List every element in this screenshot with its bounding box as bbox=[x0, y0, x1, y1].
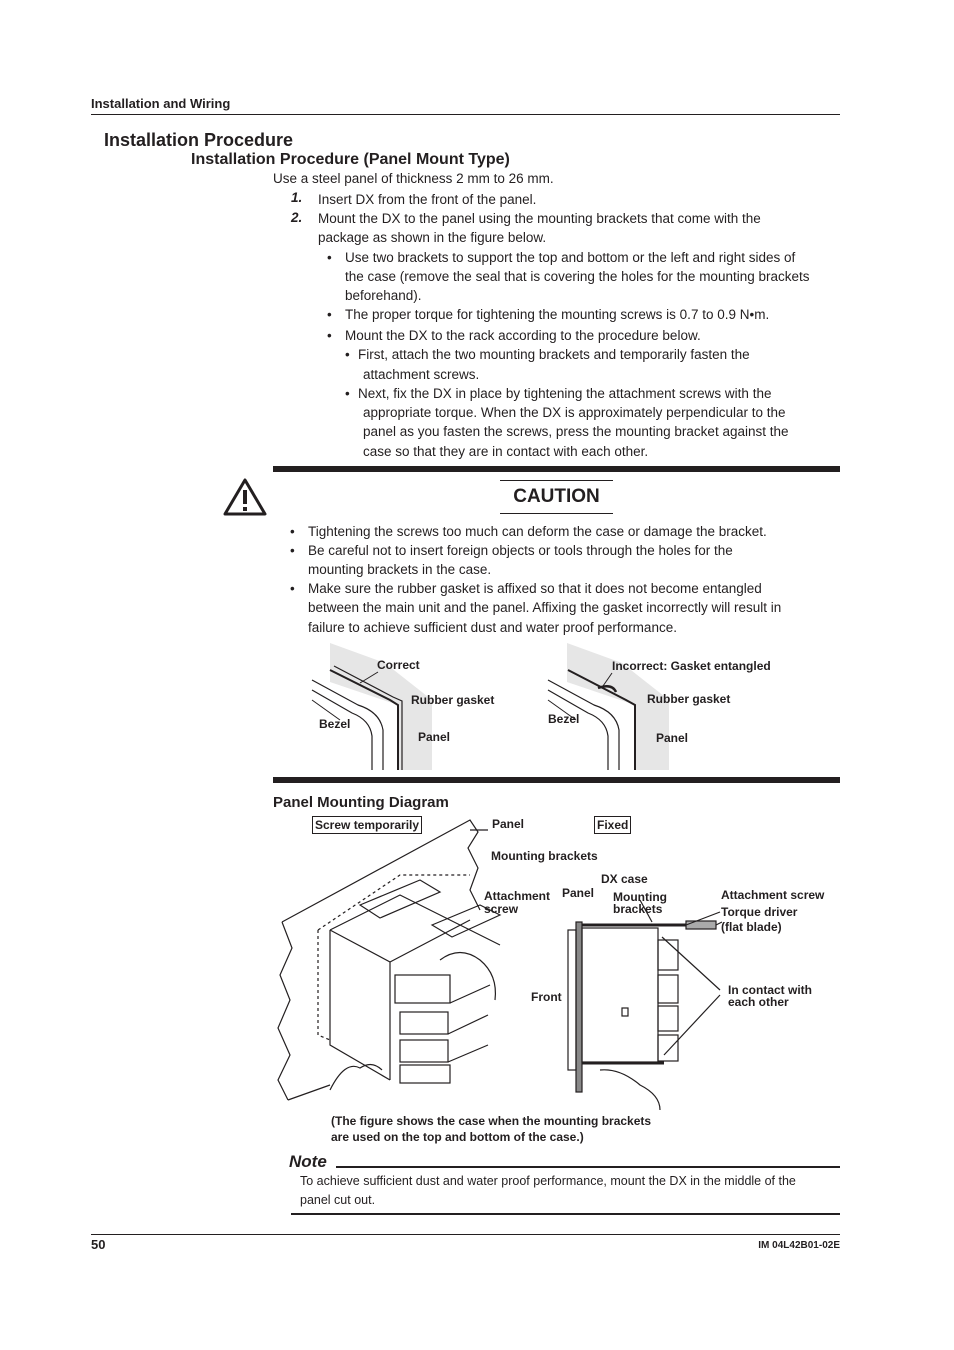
bullet-text: Use two brackets to support the top and bottom or the left and right sides of bbox=[345, 250, 796, 265]
sub-bullet-text: panel as you fasten the screws, press the mounting bracket against the bbox=[363, 424, 789, 439]
label-mounting: Mounting bbox=[613, 890, 667, 904]
section-subtitle: Installation Procedure (Panel Mount Type) bbox=[191, 151, 510, 168]
caution-text: failure to achieve sufficient dust and water proof performance. bbox=[308, 620, 677, 635]
diagram-caption: (The figure shows the case when the mounting brackets bbox=[331, 1114, 652, 1128]
document-id: IM 04L42B01-02E bbox=[758, 1240, 840, 1251]
note-top-rule bbox=[336, 1166, 840, 1168]
sub-bullet-text: First, attach the two mounting brackets and temporarily fasten the bbox=[358, 347, 750, 362]
label-mounting-brackets: Mounting brackets bbox=[491, 849, 598, 863]
label-attachment: Attachment bbox=[484, 889, 551, 903]
diagram-caption: are used on the top and bottom of the case.) bbox=[331, 1130, 584, 1144]
sub-bullet-text: Next, fix the DX in place by tightening the attachment screws with the bbox=[358, 386, 772, 401]
fig-label: Bezel bbox=[548, 712, 580, 726]
fig-label: Panel bbox=[418, 730, 451, 744]
label-each-other: each other bbox=[728, 995, 789, 1009]
caution-text: Tightening the screws too much can deform the case or damage the bracket. bbox=[308, 524, 767, 539]
label-panel-2: Panel bbox=[562, 886, 595, 900]
caution-text: between the main unit and the panel. Affixing the gasket incorrectly will result in bbox=[308, 600, 782, 615]
bullet-text: beforehand). bbox=[345, 288, 422, 303]
caution-bullet-mark: • bbox=[290, 524, 295, 539]
label-brackets: brackets bbox=[613, 902, 663, 916]
sub-bullet-text: case so that they are in contact with each other. bbox=[363, 444, 649, 459]
note-bottom-rule bbox=[291, 1213, 840, 1215]
label-screw: screw bbox=[484, 902, 519, 916]
bullet-text: The proper torque for tightening the mounting screws is 0.7 to 0.9 N•m. bbox=[345, 307, 770, 322]
note-line: panel cut out. bbox=[300, 1193, 376, 1207]
step-number: 1. bbox=[291, 190, 303, 205]
caution-text: Be careful not to insert foreign objects or tools through the holes for the bbox=[308, 543, 733, 558]
caution-text: Make sure the rubber gasket is affixed so that it does not become entangled bbox=[308, 581, 762, 596]
sub-bullet-text: attachment screws. bbox=[363, 367, 480, 382]
label-in-contact: In contact with bbox=[728, 983, 812, 997]
fig-label: Correct bbox=[377, 658, 420, 672]
caution-bullet-mark: • bbox=[290, 543, 295, 558]
step-text: package as shown in the figure below. bbox=[318, 230, 547, 245]
screw-temporarily-label: Screw temporarily bbox=[312, 816, 422, 834]
diagram-title: Panel Mounting Diagram bbox=[273, 794, 449, 811]
intro-text: Use a steel panel of thickness 2 mm to 26 mm. bbox=[273, 171, 554, 186]
fig-label: Incorrect: Gasket entangled bbox=[612, 659, 771, 673]
step-text: Mount the DX to the panel using the mounting brackets that come with the bbox=[318, 211, 761, 226]
page-number: 50 bbox=[91, 1237, 106, 1252]
bullet-mark: • bbox=[327, 307, 332, 322]
note-text bbox=[300, 1172, 820, 1210]
sub-bullet-text: appropriate torque. When the DX is approximately perpendicular to the bbox=[363, 405, 786, 420]
page-title: Installation Procedure bbox=[104, 130, 294, 150]
label-flat-blade: (flat blade) bbox=[721, 920, 782, 934]
fig-label: Rubber gasket bbox=[647, 692, 731, 706]
label-panel: Panel bbox=[492, 817, 525, 831]
note-line: To achieve sufficient dust and water proof performance, mount the DX in the middle of the bbox=[300, 1174, 796, 1188]
fig-label: Bezel bbox=[319, 717, 351, 731]
panel-drawing-right bbox=[568, 900, 722, 1110]
label-torque-driver: Torque driver bbox=[721, 905, 798, 919]
footer-rule bbox=[91, 1234, 840, 1235]
fixed-label: Fixed bbox=[594, 816, 631, 834]
bullet-mark: • bbox=[327, 250, 332, 265]
caution-bullet-mark: • bbox=[290, 581, 295, 596]
bullet-mark: • bbox=[327, 328, 332, 343]
label-dx-case: DX case bbox=[601, 872, 648, 886]
label-front: Front bbox=[531, 990, 562, 1004]
step-number: 2. bbox=[291, 210, 303, 225]
panel-drawing-left bbox=[278, 820, 500, 1100]
note-title: Note bbox=[289, 1152, 327, 1171]
fig-label: Panel bbox=[656, 731, 689, 745]
sub-bullet-mark: • bbox=[345, 347, 350, 362]
bullet-text: Mount the DX to the rack according to the procedure below. bbox=[345, 328, 701, 343]
step-text: Insert DX from the front of the panel. bbox=[318, 192, 537, 207]
caution-text: mounting brackets in the case. bbox=[308, 562, 492, 577]
fig-label: Rubber gasket bbox=[411, 693, 495, 707]
bullet-text: the case (remove the seal that is covering the holes for the mounting brackets bbox=[345, 269, 810, 284]
caution-title: CAUTION bbox=[500, 480, 613, 514]
sub-bullet-mark: • bbox=[345, 386, 350, 401]
label-attachment-screw: Attachment screw bbox=[721, 888, 825, 902]
running-header: Installation and Wiring bbox=[91, 96, 231, 111]
